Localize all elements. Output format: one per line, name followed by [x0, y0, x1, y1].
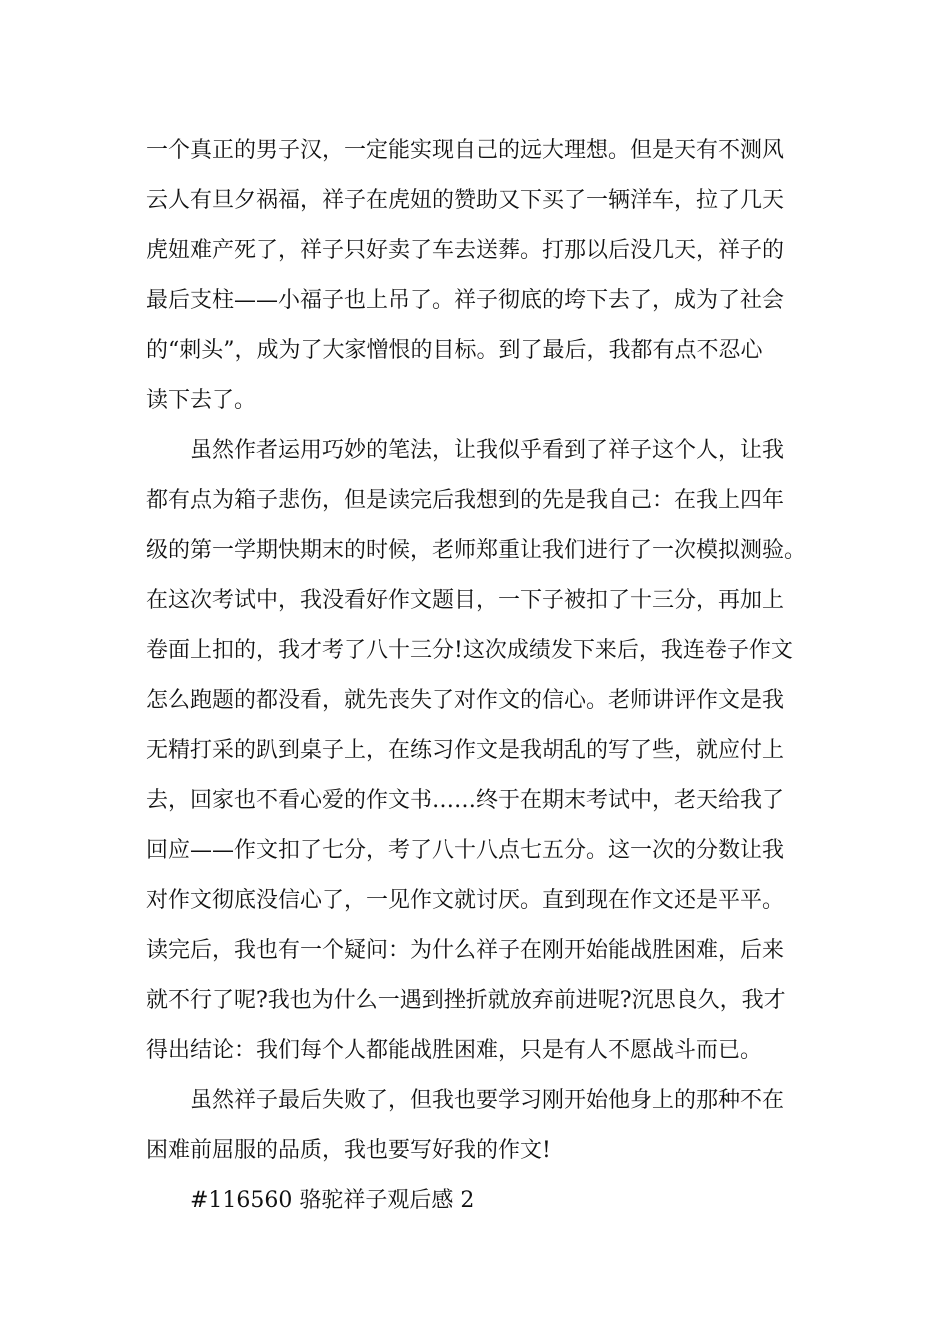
paragraph-1-line-6: 读下去了。: [146, 388, 257, 413]
paragraph-2-line-4: 在这次考试中，我没看好作文题目，一下子被扣了十三分，再加上: [146, 588, 785, 613]
paragraph-3-line-1: 虽然祥子最后失败了，但我也要学习刚开始他身上的那种不在: [190, 1088, 785, 1113]
paragraph-2-line-1: 虽然作者运用巧妙的笔法，让我似乎看到了祥子这个人，让我: [190, 438, 785, 463]
paragraph-2-line-3: 级的第一学期快期末的时候，老师郑重让我们进行了一次模拟测验。: [146, 538, 807, 563]
paragraph-2-line-8: 去，回家也不看心爱的作文书……终于在期末考试中，老天给我了: [146, 788, 785, 813]
paragraph-1-line-5: 的“刺头”，成为了大家憎恨的目标。到了最后，我都有点不忍心: [146, 338, 763, 363]
paragraph-1-line-3: 虎妞难产死了，祥子只好卖了车去送葬。打那以后没几天，祥子的: [146, 238, 785, 263]
paragraph-2-line-9: 回应——作文扣了七分，考了八十八点七五分。这一次的分数让我: [146, 838, 785, 863]
paragraph-1-line-1: 一个真正的男子汉，一定能实现自己的远大理想。但是天有不测风: [146, 138, 785, 163]
paragraph-2-line-2: 都有点为箱子悲伤，但是读完后我想到的先是我自己：在我上四年: [146, 488, 785, 513]
section-heading: #116560 骆驼祥子观后感 2: [190, 1188, 475, 1213]
paragraph-2-line-13: 得出结论：我们每个人都能战胜困难，只是有人不愿战斗而已。: [146, 1038, 763, 1063]
paragraph-2-line-12: 就不行了呢?我也为什么一遇到挫折就放弃前进呢?沉思良久，我才: [146, 988, 786, 1013]
paragraph-3-line-2: 困难前屈服的品质，我也要写好我的作文!: [146, 1138, 551, 1163]
paragraph-1-line-2: 云人有旦夕祸福，祥子在虎妞的赞助又下买了一辆洋车，拉了几天: [146, 188, 785, 213]
paragraph-2-line-11: 读完后，我也有一个疑问：为什么祥子在刚开始能战胜困难，后来: [146, 938, 785, 963]
paragraph-2-line-5: 卷面上扣的，我才考了八十三分!这次成绩发下来后，我连卷子作文: [146, 638, 793, 663]
paragraph-2-line-6: 怎么跑题的都没看，就先丧失了对作文的信心。老师讲评作文是我: [146, 688, 785, 713]
paragraph-2-line-7: 无精打采的趴到桌子上，在练习作文是我胡乱的写了些，就应付上: [146, 738, 785, 763]
paragraph-1-line-4: 最后支柱——小福子也上吊了。祥子彻底的垮下去了，成为了社会: [146, 288, 785, 313]
paragraph-2-line-10: 对作文彻底没信心了，一见作文就讨厌。直到现在作文还是平平。: [146, 888, 785, 913]
